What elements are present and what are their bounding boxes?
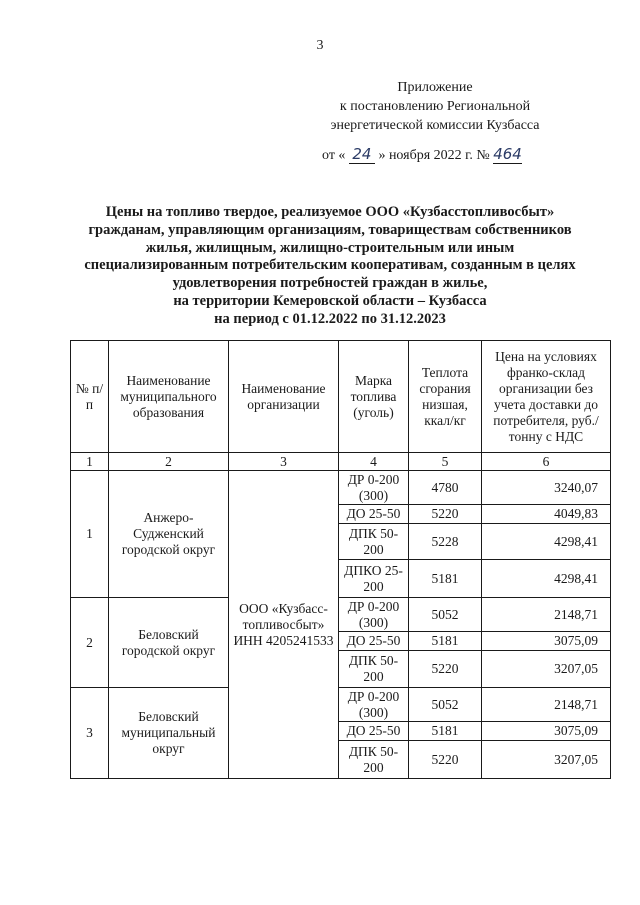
handwritten-day: 24 bbox=[349, 145, 375, 164]
page-number: 3 bbox=[316, 38, 324, 53]
title-line: гражданам, управляющим организациям, товариществам собственников bbox=[88, 221, 572, 238]
header-heat: Теплота сгорания низшая, ккал/кг bbox=[409, 341, 482, 453]
column-number: 6 bbox=[482, 453, 611, 471]
table-row bbox=[71, 471, 611, 505]
column-number-row bbox=[71, 453, 611, 471]
price-cell: 3075,09 bbox=[482, 632, 611, 651]
heat-cell: 5220 bbox=[409, 651, 482, 688]
appendix-line: энергетической комиссии Кузбасса bbox=[330, 118, 540, 133]
heat-cell: 5220 bbox=[409, 741, 482, 779]
heat-cell: 5181 bbox=[409, 722, 482, 741]
fuel-cell: ДПКО 25-200 bbox=[339, 560, 409, 598]
header-organization: Наименование организации bbox=[229, 341, 339, 453]
heat-cell: 5052 bbox=[409, 688, 482, 722]
price-cell: 4298,41 bbox=[482, 524, 611, 560]
fuel-cell: ДПК 50-200 bbox=[339, 651, 409, 688]
row-number: 2 bbox=[71, 598, 109, 688]
heat-cell: 5181 bbox=[409, 560, 482, 598]
price-cell: 2148,71 bbox=[482, 598, 611, 632]
price-cell: 3207,05 bbox=[482, 741, 611, 779]
decree-date-line bbox=[322, 145, 522, 164]
appendix-line: Приложение bbox=[397, 80, 473, 95]
table-header-row bbox=[71, 341, 611, 453]
column-number: 1 bbox=[71, 453, 109, 471]
heat-cell: 4780 bbox=[409, 471, 482, 505]
fuel-cell: ДПК 50-200 bbox=[339, 741, 409, 779]
table-row bbox=[71, 688, 611, 722]
organization-cell: ООО «Кузбасс-топливосбыт» ИНН 4205241533 bbox=[229, 471, 339, 779]
fuel-cell: ДР 0-200 (300) bbox=[339, 471, 409, 505]
title-line: жилья, жилищным, жилищно-строительным или иным bbox=[145, 239, 515, 256]
heat-cell: 5181 bbox=[409, 632, 482, 651]
column-number: 4 bbox=[339, 453, 409, 471]
title-line: на период с 01.12.2022 по 31.12.2023 bbox=[214, 310, 446, 327]
municipality-cell: Беловский муниципальный округ bbox=[109, 688, 229, 779]
price-cell: 4049,83 bbox=[482, 505, 611, 524]
price-cell: 4298,41 bbox=[482, 560, 611, 598]
date-prefix: от « bbox=[322, 148, 346, 163]
title-line: специализированным потребительским кооперативам, созданным в целях bbox=[84, 257, 576, 274]
price-table bbox=[70, 340, 611, 779]
column-number: 5 bbox=[409, 453, 482, 471]
municipality-cell: Беловский городской округ bbox=[109, 598, 229, 688]
price-cell: 3207,05 bbox=[482, 651, 611, 688]
fuel-cell: ДР 0-200 (300) bbox=[339, 688, 409, 722]
fuel-cell: ДО 25-50 bbox=[339, 632, 409, 651]
row-number: 1 bbox=[71, 471, 109, 598]
heat-cell: 5220 bbox=[409, 505, 482, 524]
fuel-cell: ДО 25-50 bbox=[339, 722, 409, 741]
price-cell: 2148,71 bbox=[482, 688, 611, 722]
title-line: удовлетворения потребностей граждан в жилье, bbox=[172, 275, 488, 292]
table-row bbox=[71, 598, 611, 632]
header-municipality: Наименование муниципального образования bbox=[109, 341, 229, 453]
fuel-cell: ДПК 50-200 bbox=[339, 524, 409, 560]
header-price: Цена на условиях франко-склад организации без учета доставки до потребителя, руб./тонну с НДС bbox=[482, 341, 611, 453]
price-cell: 3240,07 bbox=[482, 471, 611, 505]
appendix-line: к постановлению Региональной bbox=[339, 99, 531, 114]
column-number: 2 bbox=[109, 453, 229, 471]
appendix-block bbox=[300, 78, 570, 135]
heat-cell: 5228 bbox=[409, 524, 482, 560]
heat-cell: 5052 bbox=[409, 598, 482, 632]
header-no: № п/п bbox=[71, 341, 109, 453]
column-number: 3 bbox=[229, 453, 339, 471]
title-line: Цены на топливо твердое, реализуемое ООО «Кузбасстопливосбыт» bbox=[105, 204, 555, 220]
document-title bbox=[60, 204, 600, 329]
fuel-cell: ДР 0-200 (300) bbox=[339, 598, 409, 632]
header-fuel: Марка топлива (уголь) bbox=[339, 341, 409, 453]
row-number: 3 bbox=[71, 688, 109, 779]
handwritten-decree-number: 464 bbox=[493, 145, 522, 163]
date-middle: » ноября 2022 г. № bbox=[378, 148, 490, 163]
title-line: на территории Кемеровской области – Кузбасса bbox=[173, 292, 487, 309]
fuel-cell: ДО 25-50 bbox=[339, 505, 409, 524]
price-cell: 3075,09 bbox=[482, 722, 611, 741]
municipality-cell: Анжеро-Судженский городской округ bbox=[109, 471, 229, 598]
